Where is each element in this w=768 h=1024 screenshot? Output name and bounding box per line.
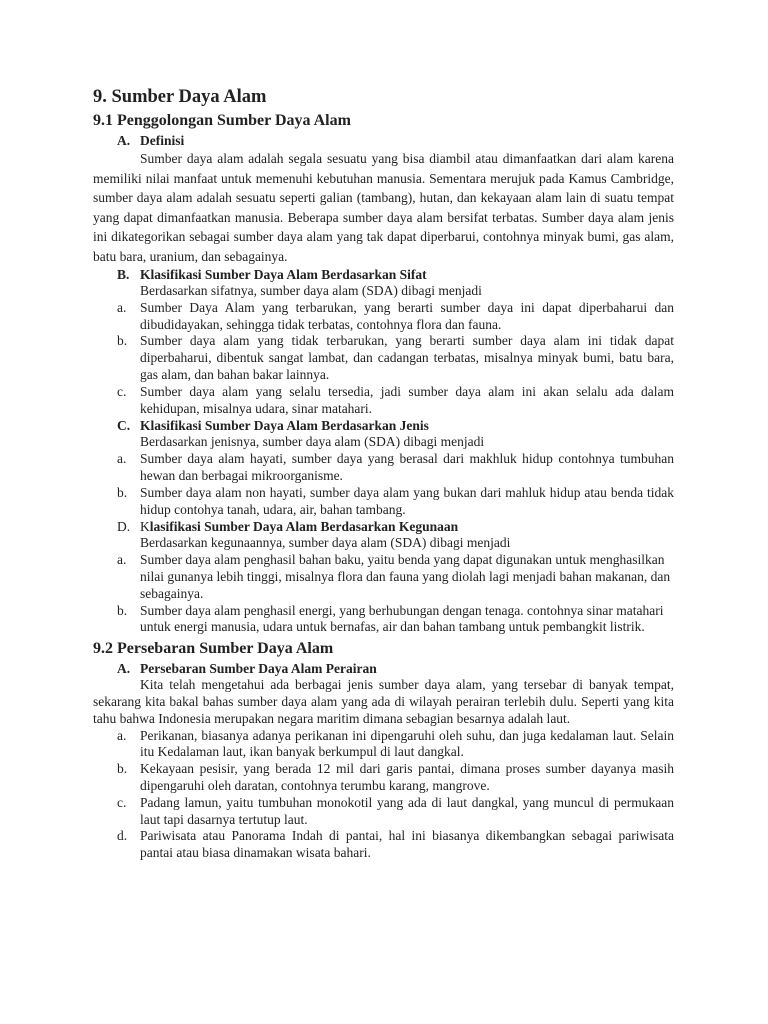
list-item [93,300,674,334]
subsection-c-jenis-heading [93,417,674,434]
sifat-intro: Berdasarkan sifatnya, sumber daya alam (SDA) dibagi menjadi [140,283,482,298]
list-item-text: Perikanan, biasanya adanya perikanan ini dipengaruhi oleh suhu, dan juga kedalaman laut. Selain itu Kedalaman laut, ikan banyak berkumpul di laut dangkal. [140,727,674,760]
list-marker: a. [117,451,127,467]
list-marker: c. [117,794,127,810]
list-item-text: Kekayaan pesisir, yang berada 12 mil dari garis pantai, dimana proses sumber dayanya masih dipengaruhi oleh daratan, contohnya terumbu karang, mangrove. [140,761,674,793]
list-item [93,795,674,829]
heading-rest: lasifikasi Sumber Daya Alam Berdasarkan Kegunaan [149,519,459,535]
list-marker: b. [117,602,128,618]
subsection-marker: A. [117,661,131,677]
list-item-text: Sumber daya alam penghasil bahan baku, yaitu benda yang dapat digunakan untuk menghasilkan nilai gunanya lebih tinggi, misalnya flora dan fauna yang diolah lagi menjadi bahan makanan, dan sebagainya. [140,552,671,601]
list-item [93,485,674,519]
subsection-a-definisi-heading [93,132,674,149]
list-item-text: Sumber daya alam hayati, sumber daya yang berasal dari makhluk hidup contohnya tumbuhan hewan dan berbagai mikroorganisme. [140,451,674,483]
list-marker: a. [117,727,127,743]
section-9-2-title: 9.2 Persebaran Sumber Daya Alam [93,640,334,658]
kegunaan-intro: Berdasarkan kegunaannya, sumber daya alam (SDA) dibagi menjadi [140,535,511,551]
subsection-marker: B. [117,267,130,282]
subsection-marker: A. [117,133,131,148]
subsection-heading-text: Klasifikasi Sumber Daya Alam Berdasarkan Jenis [140,418,429,434]
jenis-intro: Berdasarkan jenisnya, sumber daya alam (SDA) dibagi menjadi [140,434,485,450]
list-item-text: Padang lamun, yaitu tumbuhan monokotil yang ada di laut dangkal, yang muncul di permukaan laut tapi dasarnya tertutup laut. [140,794,674,827]
list-item [93,552,674,602]
list-marker: c. [117,383,127,399]
list-marker: a. [117,299,127,315]
subsection-a-perairan-heading [93,660,674,677]
list-item-text: Sumber daya alam yang selalu tersedia, jadi sumber daya alam ini akan selalu ada dalam kehidupan, misalnya udara, sinar matahari. [140,383,674,416]
list-item-text: Sumber daya alam non hayati, sumber daya alam yang bukan dari mahluk hidup atau benda tidak hidup contohya tanah, udara, air, bahan tambang. [140,484,674,517]
list-item [93,728,674,762]
chapter-title: 9. Sumber Daya Alam [93,87,267,107]
list-item [93,384,674,418]
subsection-heading-text: Definisi [140,133,185,148]
list-marker: a. [117,552,127,568]
list-marker: d. [117,828,128,844]
subsection-marker: D. [117,519,131,535]
list-item [93,761,674,795]
subsection-heading-text: Klasifikasi Sumber Daya Alam Berdasarkan Sifat [140,267,427,282]
list-item-text: Sumber Daya Alam yang terbarukan, yang berarti sumber daya ini dapat diperbaharui dan dibudidayakan, sehingga tidak terbatas, contohnya flora dan fauna. [140,299,674,332]
list-item [93,451,674,485]
subsection-marker: C. [117,418,131,434]
subsection-d-kegunaan-heading [93,518,674,535]
definisi-paragraph: Sumber daya alam adalah segala sesuatu yang bisa diambil atau dimanfaatkan dari alam karena memiliki nilai manfaat untuk memenuhi kebutuhan manusia. Sementara merujuk pada Kamus Cambridge, sumber daya alam adalah sesuatu seperti galian (tambang), hutan, dan kekayaan alam lain di suatu tempat yang dapat dimanfaatkan manusia. Beberapa sumber daya alam bersifat terbatas. Sumber daya alam jenis ini dikategorikan sebagai sumber daya alam yang tak dapat diperbarui, contohnya minyak bumi, gas alam, batu bara, uranium, dan sebagainya. [93,151,674,264]
subsection-b-sifat-heading [93,266,674,283]
perairan-paragraph: Kita telah mengetahui ada berbagai jenis sumber daya alam, yang tersebar di banyak tempat, sekarang kita bakal bahas sumber daya alam yang ada di wilayah perairan terlebih dulu. Seperti yang kita tahu bahwa Indonesia merupakan negara maritim dimana sebagian besarnya adalah laut. [93,677,674,726]
subsection-heading-text [140,518,458,535]
section-9-1-title: 9.1 Penggolongan Sumber Daya Alam [93,112,351,129]
list-item-text: Sumber daya alam penghasil energi, yang berhubungan dengan tenaga. contohnya sinar matahari untuk energi manusia, udara untuk bernafas, air dan bahan tambang untuk pembangkit listrik. [140,602,664,635]
list-marker: b. [117,333,128,349]
list-item [93,828,674,862]
list-marker: b. [117,484,128,500]
list-item-text: Pariwisata atau Panorama Indah di pantai, hal ini biasanya dikembangkan sebagai pariwisata pantai atau biasa dinamakan wisata bahari. [140,828,674,861]
list-marker: b. [117,761,128,777]
list-item [93,603,674,637]
list-item [93,333,674,383]
heading-initial: K [140,519,150,535]
subsection-heading-text: Persebaran Sumber Daya Alam Perairan [140,661,377,677]
list-item-text: Sumber daya alam yang tidak terbarukan, yang berarti sumber daya alam ini tidak dapat diperbaharui, dibentuk sangat lambat, dan cadangan terbatas, misalnya minyak bumi, batu bara, gas alam, dan bahan bakar lainnya. [140,333,674,382]
